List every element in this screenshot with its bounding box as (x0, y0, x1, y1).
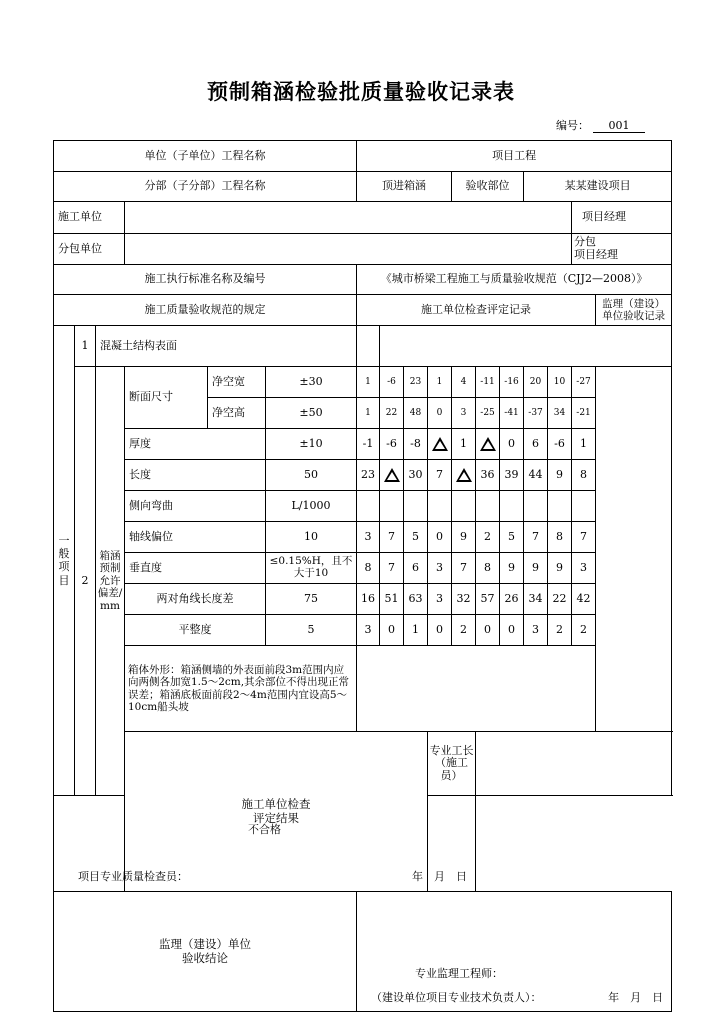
value-cell[interactable]: 0 (428, 615, 452, 646)
warning-icon-cell[interactable] (452, 460, 476, 491)
value-cell[interactable]: 22 (380, 398, 404, 429)
value-cell[interactable]: 7 (524, 522, 548, 553)
general-items-label (54, 326, 75, 796)
subcontractor-value[interactable] (125, 234, 572, 265)
engineer-signature[interactable] (357, 964, 672, 986)
value-cell[interactable]: 0 (476, 615, 500, 646)
row-name: 长度 (125, 460, 266, 491)
value-cell[interactable]: 9 (452, 522, 476, 553)
inspection-table (53, 140, 672, 1012)
row-spec: L/1000 (266, 491, 357, 522)
contractor-result[interactable]: 不合格 (54, 796, 476, 864)
value-cell[interactable]: -25 (476, 398, 500, 429)
value-cell[interactable]: 0 (380, 615, 404, 646)
warning-icon-cell[interactable] (476, 429, 500, 460)
value-cell[interactable]: 9 (524, 553, 548, 584)
row-name: 净空宽 (208, 367, 266, 398)
value-cell[interactable]: 0 (428, 398, 452, 429)
row-spec: 10 (266, 522, 357, 553)
value-cell[interactable]: 3 (524, 615, 548, 646)
standard-label: 施工执行标准名称及编号 (54, 265, 357, 295)
value-cell[interactable] (428, 491, 452, 522)
foreman-value[interactable] (476, 732, 672, 796)
value-cell[interactable]: 4 (452, 367, 476, 398)
row-spec: 5 (266, 615, 357, 646)
item1-no: 1 (75, 326, 96, 367)
value-cell[interactable]: 9 (548, 553, 572, 584)
value-cell[interactable]: -8 (404, 429, 428, 460)
row-name: 轴线偏位 (125, 522, 266, 553)
row-length (54, 460, 672, 491)
row-name: 垂直度 (125, 553, 266, 584)
value-cell[interactable]: 23 (357, 460, 380, 491)
owner-signature[interactable] (357, 986, 672, 1012)
standard-value: 《城市桥梁工程施工与质量验收规范（CJJ2—2008）》 (357, 265, 672, 295)
col-check-header: 施工单位检查评定记录 (357, 295, 596, 326)
row-name: 侧向弯曲 (125, 491, 266, 522)
row-name: 厚度 (125, 429, 266, 460)
value-cell[interactable]: 44 (524, 460, 548, 491)
value-cell[interactable]: 0 (500, 429, 524, 460)
value-cell[interactable] (380, 491, 404, 522)
warning-icon (480, 437, 496, 451)
value-cell[interactable]: 3 (428, 553, 452, 584)
row-flatness (54, 615, 672, 646)
value-cell[interactable]: 48 (404, 398, 428, 429)
sub-pm-label: 分包 项目经理 (572, 234, 672, 265)
value-cell[interactable]: 3 (357, 615, 380, 646)
value-cell[interactable]: -16 (500, 367, 524, 398)
note-check[interactable] (357, 646, 596, 732)
value-cell[interactable]: 22 (548, 584, 572, 615)
value-cell[interactable]: -11 (476, 367, 500, 398)
row-verticality (54, 553, 672, 584)
col-spec-header: 施工质量验收规范的规定 (54, 295, 357, 326)
supervisor-conclusion[interactable] (357, 892, 672, 964)
value-cell[interactable]: 30 (404, 460, 428, 491)
row-spec: ±10 (266, 429, 357, 460)
row-note (54, 646, 672, 732)
row-name: 两对角线长度差 (125, 584, 266, 615)
item2-no: 2 (75, 367, 96, 796)
value-cell[interactable]: 1 (357, 367, 380, 398)
qc-date: 年 月 日 (412, 870, 468, 884)
value-cell[interactable]: 10 (548, 367, 572, 398)
row-diagonal-diff (54, 584, 672, 615)
shape-note: 箱体外形：箱涵侧墙的外表面前段3m范围内应向两侧各加宽1.5～2cm,其余部位不得出现正常误差；箱涵底板面前段2～4m范围内宜设高5～10cm船头坡 (125, 646, 357, 732)
value-cell[interactable]: 7 (428, 460, 452, 491)
value-cell[interactable]: 6 (404, 553, 428, 584)
value-cell[interactable]: 7 (572, 522, 596, 553)
value-cell[interactable]: 20 (524, 367, 548, 398)
value-cell[interactable]: -37 (524, 398, 548, 429)
value-cell[interactable] (404, 491, 428, 522)
item2-group-text: 箱涵预制允许偏差/mm (97, 549, 123, 612)
value-cell[interactable]: 7 (452, 553, 476, 584)
value-cell[interactable]: -21 (572, 398, 596, 429)
value-cell[interactable]: 0 (500, 615, 524, 646)
doc-number-label: 编号： (556, 119, 589, 132)
row-spec: ≤0.15%H，且不大于10 (266, 553, 357, 584)
qc-signature[interactable] (54, 864, 476, 892)
unit-value[interactable]: 项目工程 (357, 141, 672, 172)
value-cell[interactable]: 2 (548, 615, 572, 646)
value-cell[interactable]: 6 (524, 429, 548, 460)
value-cell[interactable]: 16 (357, 584, 380, 615)
contractor-value[interactable] (125, 202, 572, 234)
value-cell[interactable] (476, 491, 500, 522)
warning-icon-cell[interactable] (428, 429, 452, 460)
value-cell[interactable]: 23 (404, 367, 428, 398)
doc-number-value[interactable]: 001 (593, 119, 645, 133)
value-cell[interactable]: 1 (428, 367, 452, 398)
value-cell[interactable]: -27 (572, 367, 596, 398)
value-cell[interactable]: 57 (476, 584, 500, 615)
value-cell[interactable]: 9 (548, 460, 572, 491)
page-title: 预制箱涵检验批质量验收记录表 (207, 80, 515, 104)
contractor-label: 施工单位 (54, 202, 125, 234)
value-cell[interactable] (452, 491, 476, 522)
supervisor-conclusion-label: 监理（建设）单位 验收结论 (54, 892, 357, 1012)
row-spec: 50 (266, 460, 357, 491)
qc-label: 项目专业质量检查员： (78, 870, 188, 884)
value-cell[interactable]: 1 (357, 398, 380, 429)
row-name: 平整度 (125, 615, 266, 646)
value-cell[interactable] (524, 491, 548, 522)
pm-label-text: 项目经理 (582, 210, 627, 224)
value-cell[interactable]: 0 (428, 522, 452, 553)
value-cell[interactable] (572, 491, 596, 522)
general-items-text: 一般项目 (58, 534, 70, 587)
value-cell[interactable]: -6 (380, 367, 404, 398)
foreman-label: 专业工长（施工员） (428, 732, 476, 796)
owner-label: （建设单位项目专业技术负责人）： (371, 991, 542, 1005)
value-cell[interactable]: 8 (572, 460, 596, 491)
value-cell[interactable]: 7 (380, 553, 404, 584)
row-spec: ±30 (266, 367, 357, 398)
item1-check[interactable] (380, 326, 672, 367)
value-cell[interactable]: -6 (380, 429, 404, 460)
unit-label: 单位（子单位）工程名称 (54, 141, 357, 172)
value-cell[interactable]: -1 (357, 429, 380, 460)
sub-value[interactable]: 顶进箱涵 (357, 172, 452, 202)
row-spec: 75 (266, 584, 357, 615)
value-cell[interactable]: 8 (548, 522, 572, 553)
value-cell[interactable]: 5 (404, 522, 428, 553)
warning-icon (384, 468, 400, 482)
value-cell[interactable] (357, 491, 380, 522)
warning-icon (456, 468, 472, 482)
value-cell[interactable]: 39 (500, 460, 524, 491)
value-cell[interactable]: 3 (572, 553, 596, 584)
owner-date: 年 月 日 (608, 991, 664, 1005)
doc-number (556, 117, 645, 133)
value-cell[interactable]: 63 (404, 584, 428, 615)
value-cell[interactable]: 2 (476, 522, 500, 553)
value-cell[interactable]: 2 (572, 615, 596, 646)
accept-part-label: 验收部位 (452, 172, 524, 202)
row-name: 净空高 (208, 398, 266, 429)
value-cell[interactable]: 32 (452, 584, 476, 615)
value-cell[interactable]: 8 (476, 553, 500, 584)
value-cell[interactable]: 51 (380, 584, 404, 615)
value-cell[interactable]: 34 (548, 398, 572, 429)
value-cell[interactable]: -6 (548, 429, 572, 460)
contractor-result-label: 施工单位检查 评定结果 (125, 732, 428, 892)
item1-name: 混凝土结构表面 (96, 326, 357, 367)
value-cell[interactable]: -41 (500, 398, 524, 429)
value-cell[interactable]: 3 (357, 522, 380, 553)
value-cell[interactable]: 1 (572, 429, 596, 460)
value-cell[interactable]: 3 (428, 584, 452, 615)
value-cell[interactable]: 3 (452, 398, 476, 429)
value-cell[interactable]: 5 (500, 522, 524, 553)
sub-label: 分部（子分部）工程名称 (54, 172, 357, 202)
row-lateral-bend (54, 491, 672, 522)
engineer-label: 专业监理工程师： (415, 967, 504, 981)
section-size-label: 断面尺寸 (125, 367, 208, 429)
value-cell[interactable]: 34 (524, 584, 548, 615)
value-cell[interactable] (548, 491, 572, 522)
warning-icon-cell[interactable] (380, 460, 404, 491)
col-supervisor-header: 监理（建设） 单位验收记录 (596, 295, 672, 326)
row-clear-width (54, 367, 672, 398)
pm-label (572, 202, 672, 234)
row-thickness (54, 429, 672, 460)
value-cell[interactable]: 2 (452, 615, 476, 646)
row-axis-offset (54, 522, 672, 553)
item2-group (96, 367, 125, 796)
value-cell[interactable]: 9 (500, 553, 524, 584)
value-cell[interactable] (500, 491, 524, 522)
value-cell[interactable]: 36 (476, 460, 500, 491)
subcontractor-label: 分包单位 (54, 234, 125, 265)
value-cell[interactable]: 7 (380, 522, 404, 553)
value-cell[interactable]: 42 (572, 584, 596, 615)
value-cell[interactable]: 26 (500, 584, 524, 615)
value-cell[interactable]: 1 (404, 615, 428, 646)
value-cell[interactable]: 1 (452, 429, 476, 460)
value-cell[interactable]: 8 (357, 553, 380, 584)
warning-icon (432, 437, 448, 451)
accept-part-value[interactable]: 某某建设项目 (524, 172, 672, 202)
row-spec: ±50 (266, 398, 357, 429)
